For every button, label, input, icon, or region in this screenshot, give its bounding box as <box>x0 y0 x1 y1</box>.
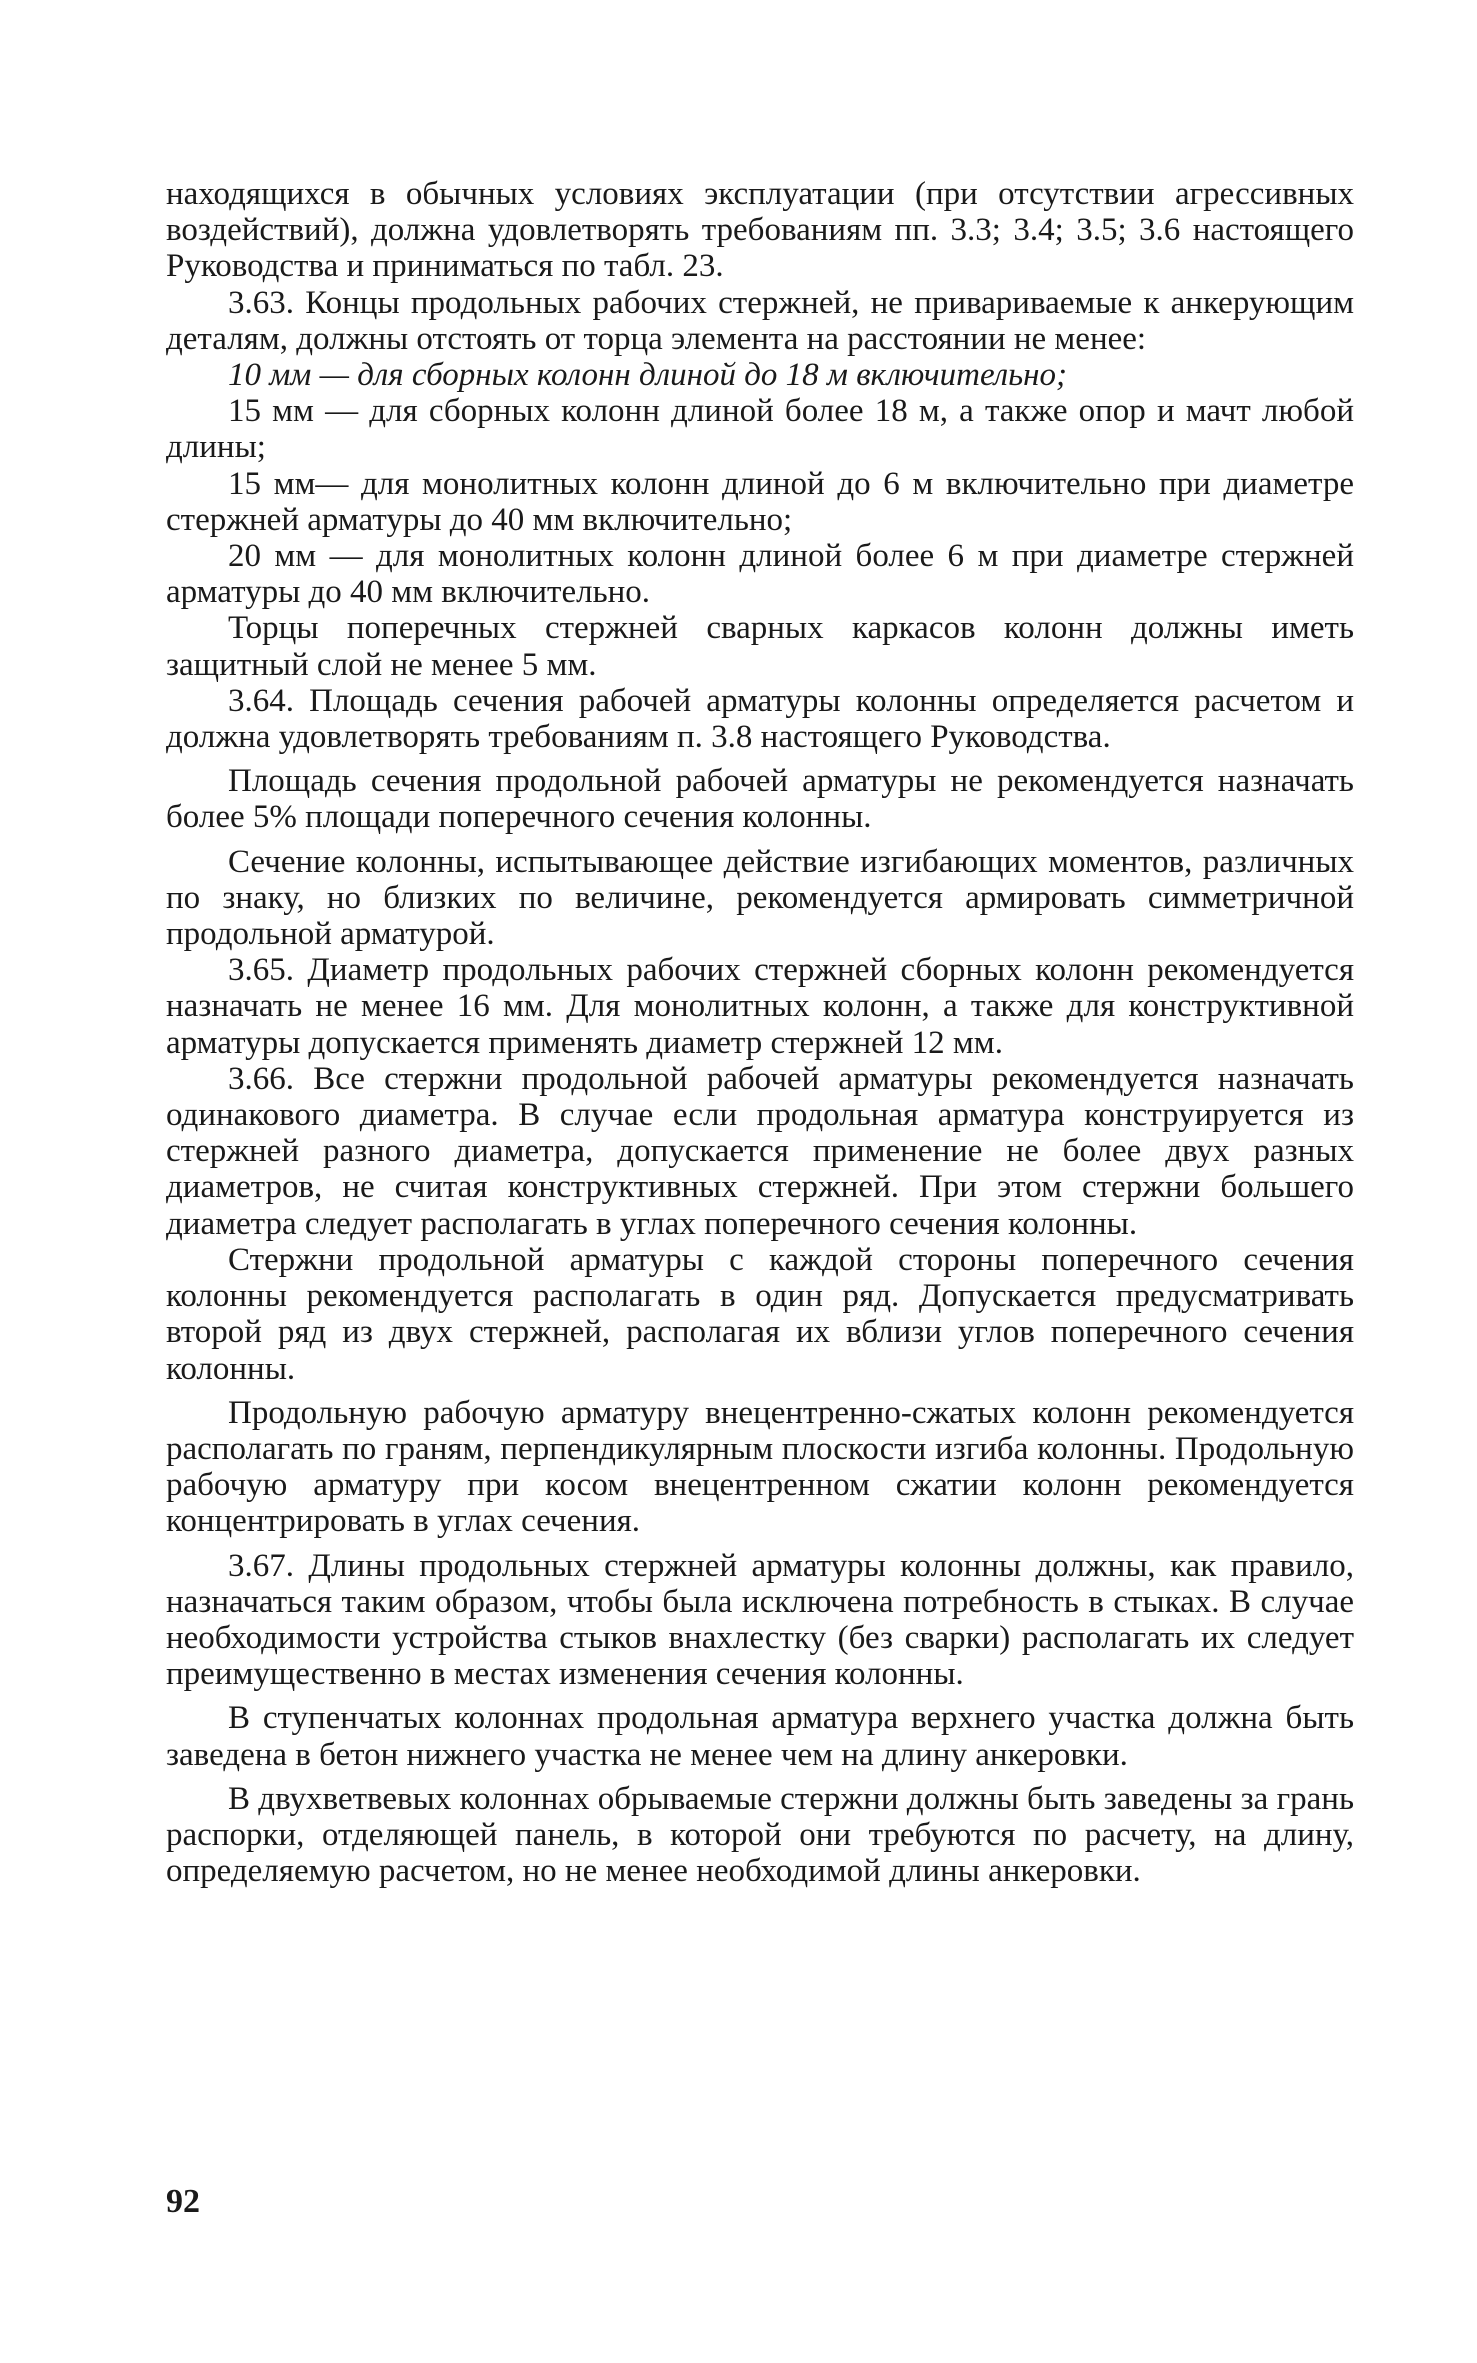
paragraph-symmetric-reinforcement: Сечение колонны, испытывающее действие изгибающих моментов, различных по знаку, но близких по величине, рекомендуется армировать симметричной продольной арматурой. <box>166 843 1354 953</box>
page-number: 92 <box>166 2183 200 2220</box>
paragraph-3-66: 3.66. Все стержни продольной рабочей арматуры рекомендуется назначать одинакового диаметра. В случае если продольная арматура конструируется из стержней разного диаметра, допускается применение не более двух разных диаметров, не считая конструктивных стержней. При этом стержни большего диаметра следует располагать в углах поперечного сечения колонны. <box>166 1060 1354 1242</box>
paragraph-eccentric-compression: Продольную рабочую арматуру внецентренно-сжатых колонн рекомендуется располагать по граням, перпендикулярным плоскости изгиба колонны. Продольную рабочую арматуру при косом внецентренном сжатии колонн рекомендуется концентрировать в углах сечения. <box>166 1394 1354 1540</box>
paragraph-bar-rows: Стержни продольной арматуры с каждой стороны поперечного сечения колонны рекомендуется располагать в один ряд. Допускается предусматривать второй ряд из двух стержней, располагая их вблизи углов поперечного сечения колонны. <box>166 1241 1354 1387</box>
list-item-15mm-monolithic: 15 мм— для монолитных колонн длиной до 6 м включительно при диаметре стержней арматуры до 40 мм включительно; <box>166 465 1354 538</box>
paragraph-reinforcement-area: Площадь сечения продольной рабочей арматуры не рекомендуется назначать более 5% площади поперечного сечения колонны. <box>166 763 1354 836</box>
paragraph-protective-layer: Торцы поперечных стержней сварных каркасов колонн должны иметь защитный слой не менее 5 мм. <box>166 610 1354 683</box>
paragraph-3-64: 3.64. Площадь сечения рабочей арматуры колонны определяется расчетом и должна удовлетворять требованиям п. 3.8 настоящего Руководства. <box>166 682 1354 756</box>
paragraph-stepped-columns: В ступенчатых колоннах продольная арматура верхнего участка должна быть заведена в бетон нижнего участка не менее чем на длину анкеровки. <box>166 1700 1354 1773</box>
paragraph-3-63: 3.63. Концы продольных рабочих стержней, не привариваемые к анкерующим деталям, должны отстоять от торца элемента на расстоянии не менее: <box>166 284 1354 357</box>
paragraph-two-branch-columns: В двухветвевых колоннах обрываемые стержни должны быть заведены за грань распорки, отделяющей панель, в которой они требуются по расчету, на длину, определяемую расчетом, но не менее необходимой длины анкеровки. <box>166 1780 1354 1890</box>
paragraph-continuation: находящихся в обычных условиях эксплуатации (при отсутствии агрессивных воздействий), должна удовлетворять требованиям пп. 3.3; 3.4; 3.5; 3.6 настоящего Руководства и приниматься по табл. 23. <box>166 176 1354 285</box>
list-item-20mm: 20 мм — для монолитных колонн длиной более 6 м при диаметре стержней арматуры до 40 мм включительно. <box>166 538 1354 611</box>
list-item-10mm: 10 мм — для сборных колонн длиной до 18 м включительно; <box>228 357 1068 394</box>
page-body <box>166 176 1354 1889</box>
paragraph-3-67: 3.67. Длины продольных стержней арматуры колонны должны, как правило, назначаться таким образом, чтобы была исключена потребность в стыках. В случае необходимости устройства стыков внахлестку (без сварки) располагать их следует преимущественно в местах изменения сечения колонны. <box>166 1547 1354 1693</box>
list-item-15mm-columns: 15 мм — для сборных колонн длиной более 18 м, а также опор и мачт любой длины; <box>166 393 1354 466</box>
paragraph-3-65: 3.65. Диаметр продольных рабочих стержней сборных колонн рекомендуется назначать не менее 16 мм. Для монолитных колонн, а также для конструктивной арматуры допускается применять диаметр стержней 12 мм. <box>166 952 1354 1061</box>
